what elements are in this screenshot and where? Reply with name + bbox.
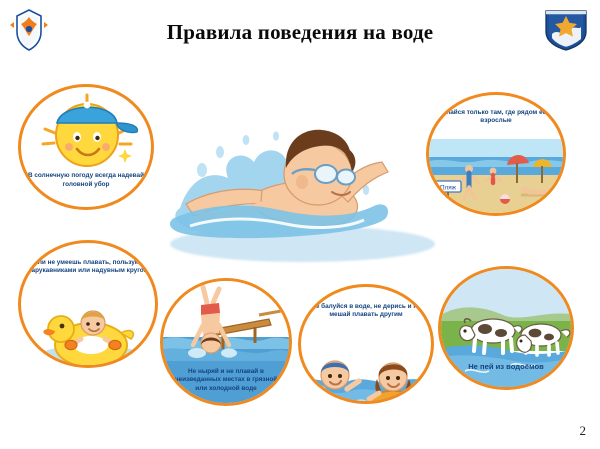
- rule-caption: Купайся только там, где рядом есть взрослые: [438, 109, 554, 125]
- svg-text:Пляж: Пляж: [439, 184, 457, 192]
- swimming-boy-illustration: [150, 78, 450, 278]
- rule-bubble-no-horseplay: [298, 284, 434, 404]
- sun-with-cap-icon: [21, 87, 154, 210]
- two-children-in-water-icon: [301, 333, 434, 404]
- rule-bubble-no-diving: [160, 278, 292, 406]
- page-title: Правила поведения на воде: [166, 20, 434, 44]
- page-number: 2: [579, 423, 586, 438]
- rule-caption: Не балуйся в воде, не дерись и не мешай плавать другим: [311, 303, 421, 319]
- rule-bubble-no-drinking: [438, 266, 574, 390]
- rule-bubble-swim-with-adults: [426, 92, 566, 216]
- child-with-ring-icon: [21, 289, 158, 368]
- cows-at-pond-icon: [441, 269, 574, 390]
- rule-caption: В солнечную погоду всегда надевай головной убор: [27, 172, 145, 188]
- rule-bubble-sun-hat: [18, 84, 154, 210]
- rule-bubble-use-armbands: [18, 240, 158, 368]
- rule-caption: Если не умеешь плавать, пользуйся нарукавниками или надувным кругом: [27, 259, 149, 275]
- rule-caption: Не ныряй и не плавай в неизведанных местах в грязной или холодной воде: [174, 367, 278, 392]
- rule-caption: Не пей из водоёмов: [468, 361, 544, 371]
